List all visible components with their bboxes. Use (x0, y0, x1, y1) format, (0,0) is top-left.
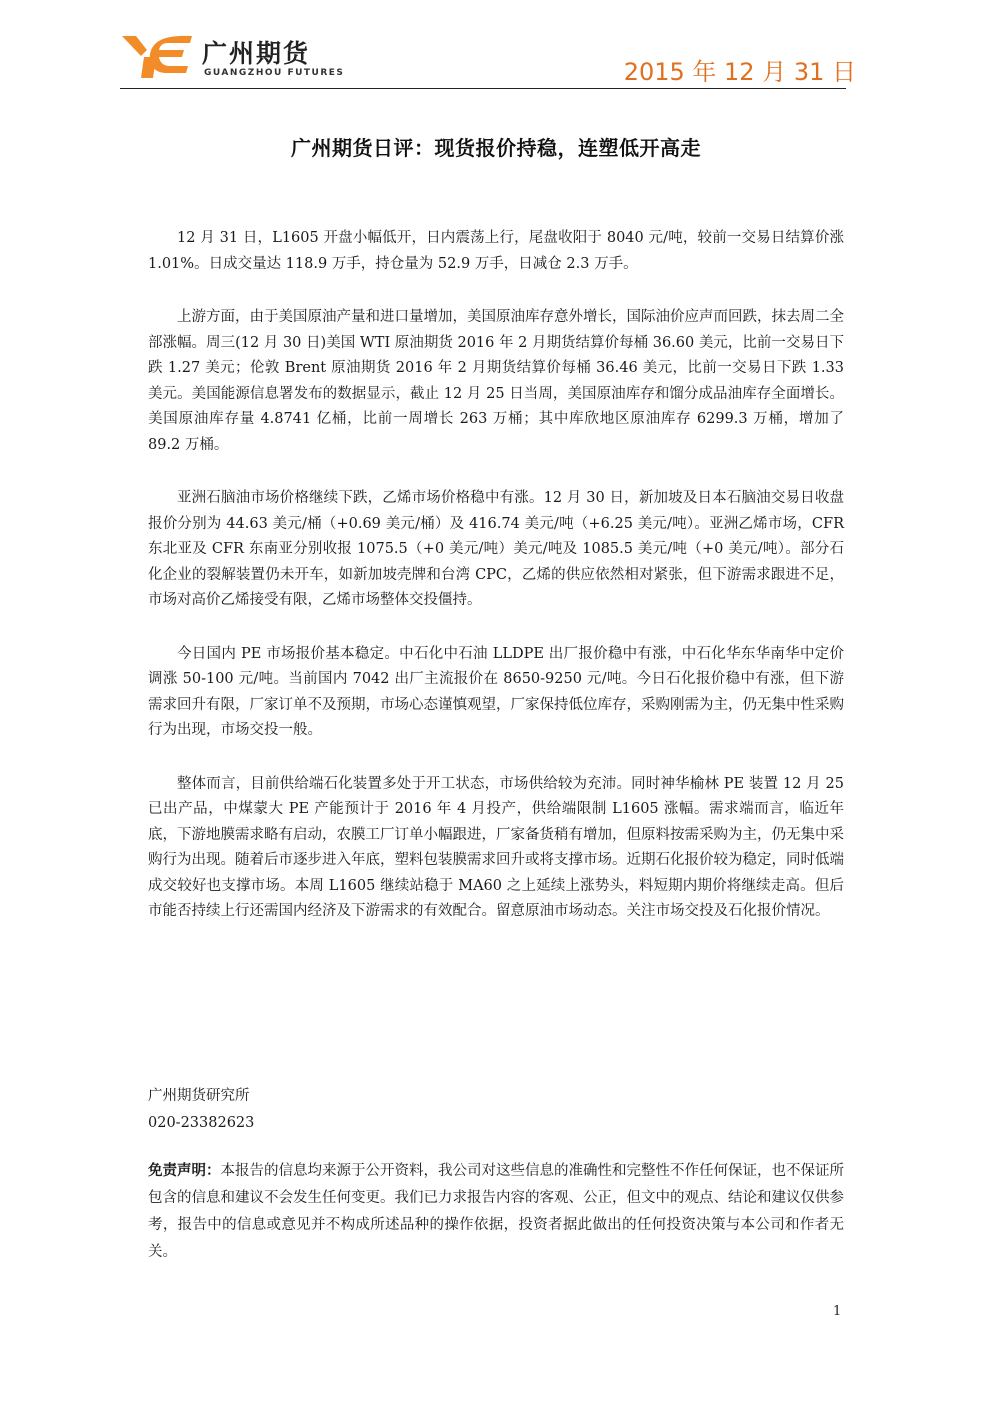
logo-mark-icon (120, 32, 198, 80)
paragraph-outlook: 整体而言，目前供给端石化装置多处于开工状态，市场供给较为充沛。同时神华榆林 PE 装置 12 月 25 已出产品，中煤蒙大 PE 产能预计于 2016 年 4 月投产，供给端限制 L1605 涨幅。需求端而言，临近年底，下游地膜需求略有启动，农膜工厂订单小幅跟进，厂家备货稍有增加，但原料按需采购为主，仍无集中采购行为出现。随着后市逐步进入年底，塑料包装膜需求回升或将支撑市场。近期石化报价较为稳定，同时低端成交较好也支撑市场。本周 L1605 继续站稳于 MA60 之上延续上涨势头，料短期内期价将继续走高。但后市能否持续上行还需国内经济及下游需求的有效配合。留意原油市场动态。关注市场交投及石化报价情况。 (148, 775, 844, 919)
paragraph-crude-oil: 上游方面，由于美国原油产量和进口量增加，美国原油库存意外增长，国际油价应声而回跌，抹去周二全部涨幅。周三(12 月 30 日)美国 WTI 原油期货 2016 年 2 月期货结算价每桶 36.60 美元，比前一交易日下跌 1.27 美元；伦敦 Brent 原油期货 2016 年 2 月期货结算价每桶 36.46 美元，比前一交易日下跌 1.33 美元。美国能源信息署发布的数据显示，截止 12 月 25 日当周，美国原油库存和馏分成品油库存全面增长。美国原油库存量 4.8741 亿桶，比前一周增长 263 万桶；其中库欣地区原油库存 6299.3 万桶，增加了 89.2 万桶。 (148, 309, 844, 453)
page-header (120, 26, 860, 88)
disclaimer-label: 免责声明： (148, 1162, 221, 1179)
disclaimer-text: 本报告的信息均来源于公开资料，我公司对这些信息的准确性和完整性不作任何保证，也不保证所包含的信息和建议不会发生任何变更。我们已力求报告内容的客观、公正，但文中的观点、结论和建议仅供参考，报告中的信息或意见并不构成所述品种的操作依据，投资者据此做出的任何投资决策与本公司和作者无关。 (148, 1163, 844, 1260)
logo-english-name: GUANGZHOU FUTURES (204, 68, 345, 78)
paragraph-domestic-pe: 今日国内 PE 市场报价基本稳定。中石化中石油 LLDPE 出厂报价稳中有涨，中石化华东华南华中定价调涨 50-100 元/吨。当前国内 7042 出厂主流报价在 8650-9250 元/吨。今日石化报价稳中有涨，但下游需求回升有限，厂家订单不及预期，市场心态谨慎观望，厂家保持低位库存，采购刚需为主，仍无集中性采购行为出现，市场交投一般。 (148, 645, 844, 738)
contact-phone: 020-23382623 (148, 1115, 255, 1131)
paragraph-naphtha-ethylene: 亚洲石脑油市场价格继续下跌，乙烯市场价格稳中有涨。12 月 30 日，新加坡及日本石脑油交易日收盘报价分别为 44.63 美元/桶（+0.69 美元/桶）及 416.74 美元/吨（+6.25 美元/吨）。亚洲乙烯市场，CFR 东北亚及 CFR 东南亚分别收报 1075.5（+0 美元/吨）美元/吨及 1085.5 美元/吨（+0 美元/吨）。部分石化企业的裂解装置仍未开车，如新加坡壳牌和台湾 CPC，乙烯的供应依然相对紧张，但下游需求跟进不足，市场对高价乙烯接受有限，乙烯市场整体交投僵持。 (148, 490, 844, 608)
report-title: 广州期货日评：现货报价持稳，连塑低开高走 (291, 136, 701, 160)
report-date: 2015 年 12 月 31 日 (623, 58, 856, 86)
signature-block (148, 1083, 254, 1137)
report-body (148, 226, 844, 953)
header-divider (120, 88, 846, 89)
company-logo (120, 32, 360, 84)
logo-chinese-name: 广州期货 (202, 39, 311, 68)
research-institute-name: 广州期货研究所 (148, 1088, 250, 1104)
disclaimer (148, 1157, 844, 1266)
paragraph-market-summary: 12 月 31 日，L1605 开盘小幅低开，日内震荡上行，尾盘收阳于 8040 元/吨，较前一交易日结算价涨 1.01%。日成交量达 118.9 万手，持仓量为 52.9 万手，日减仓 2.3 万手。 (148, 230, 844, 272)
page-number: 1 (833, 1304, 842, 1319)
